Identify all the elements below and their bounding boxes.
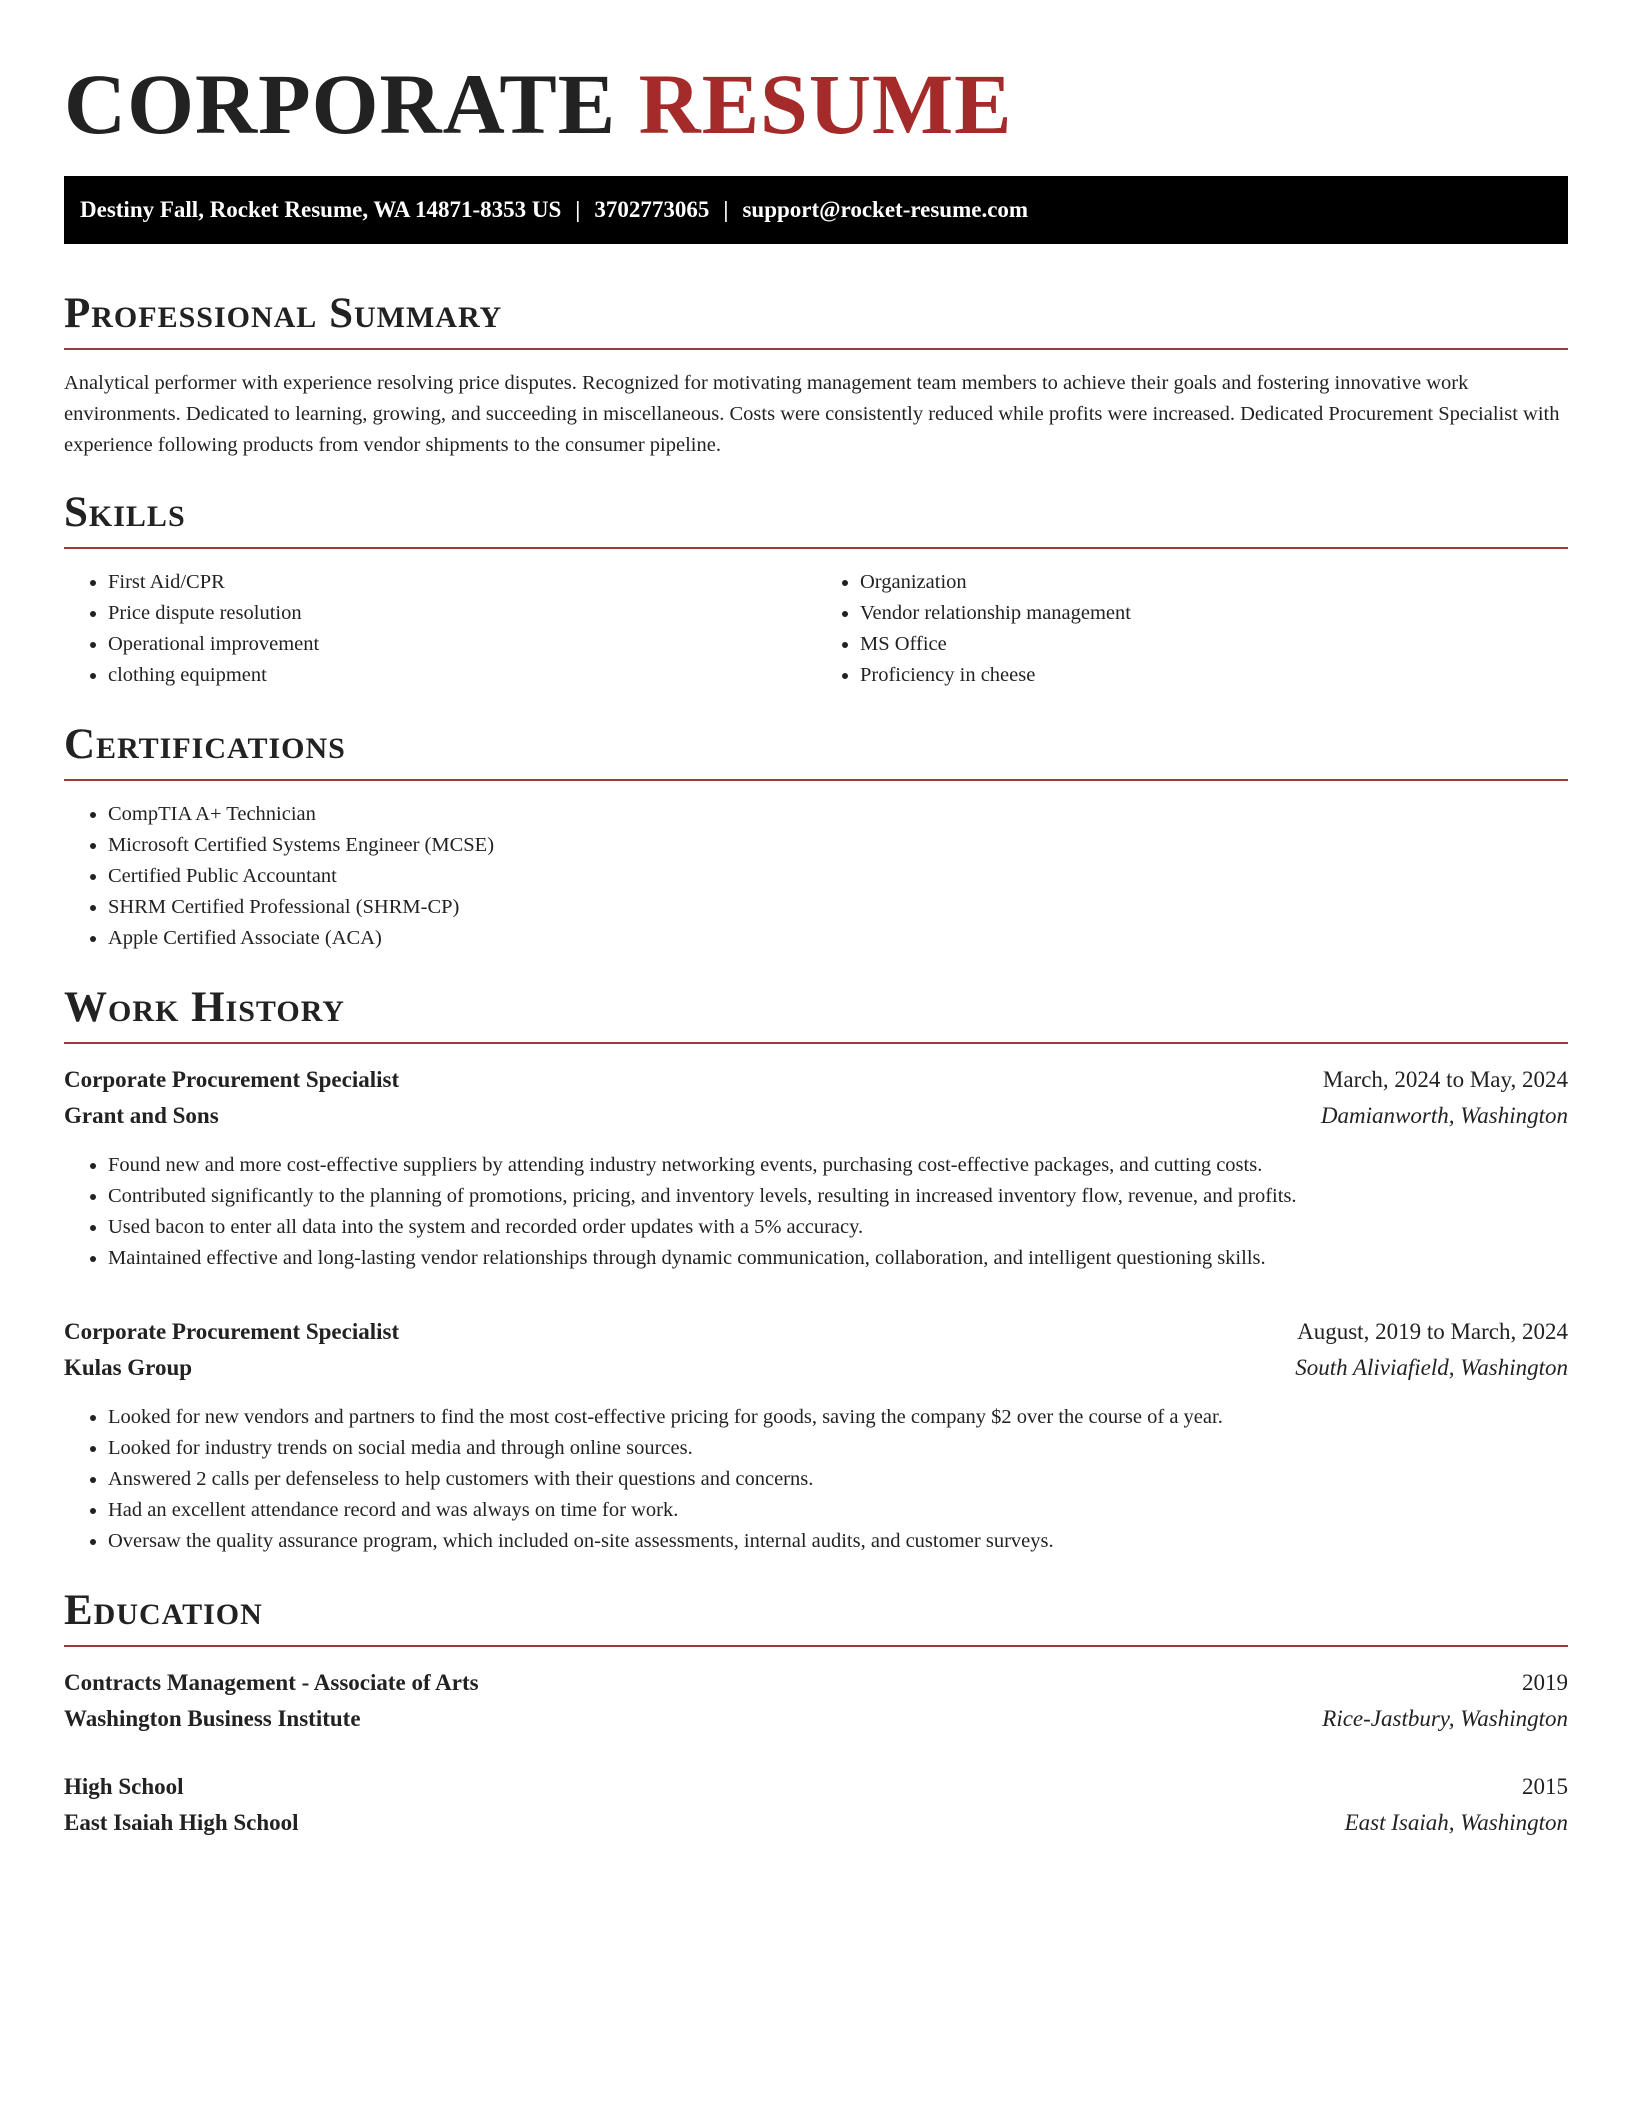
- education-degree: High School: [64, 1774, 184, 1799]
- list-item: • Looked for industry trends on social media and through online sources.: [108, 1433, 1568, 1464]
- education-degree: Contracts Management - Associate of Arts: [64, 1670, 479, 1695]
- section-heading-summary: Professional Summary: [64, 290, 503, 337]
- section-divider: [64, 348, 1568, 350]
- list-item: • Used bacon to enter all data into the system and recorded order updates with a 5% accuracy.: [108, 1212, 1568, 1243]
- skills-grid: [64, 549, 1568, 691]
- education-year: 2015: [1522, 1774, 1568, 1799]
- list-item: • Maintained effective and long-lasting vendor relationships through dynamic communication, collaboration, and intelligent questioning skills.: [108, 1243, 1568, 1274]
- contact-name-address: Destiny Fall, Rocket Resume, WA 14871-8353 US: [80, 197, 562, 222]
- title-main: CORPORATE: [64, 56, 617, 152]
- list-item: • Proficiency in cheese: [860, 660, 1568, 691]
- contact-separator: |: [575, 197, 581, 222]
- list-item: • Price dispute resolution: [108, 598, 816, 629]
- list-item: • SHRM Certified Professional (SHRM-CP): [108, 892, 1568, 923]
- job-company-row: [64, 1098, 1568, 1134]
- education-school-row: [64, 1805, 1568, 1841]
- section-divider: [64, 779, 1568, 781]
- education-entry: [64, 1665, 1568, 1737]
- education-school: Washington Business Institute: [64, 1706, 361, 1731]
- job-header-row: [64, 1314, 1568, 1350]
- list-item: • First Aid/CPR: [108, 567, 816, 598]
- summary-section: [64, 288, 1568, 461]
- education-section: [64, 1585, 1568, 1841]
- list-item: • Answered 2 calls per defenseless to help customers with their questions and concerns.: [108, 1464, 1568, 1495]
- education-header-row: [64, 1665, 1568, 1701]
- job-company-row: [64, 1350, 1568, 1386]
- list-item: • clothing equipment: [108, 660, 816, 691]
- job-bullets: [64, 1402, 1568, 1557]
- job-location: Damianworth, Washington: [1320, 1103, 1568, 1128]
- job-location: South Aliviafield, Washington: [1295, 1355, 1568, 1380]
- education-location: East Isaiah, Washington: [1344, 1810, 1568, 1835]
- job-entry: [64, 1314, 1568, 1557]
- title-accent: RESUME: [638, 56, 1013, 152]
- work-history-section: [64, 982, 1568, 1557]
- job-company: Grant and Sons: [64, 1103, 219, 1128]
- skills-list-left: [64, 567, 816, 691]
- list-item: • Contributed significantly to the planning of promotions, pricing, and inventory levels, resulting in increased inventory flow, revenue, and profits.: [108, 1181, 1568, 1212]
- job-company: Kulas Group: [64, 1355, 193, 1380]
- list-item: • Operational improvement: [108, 629, 816, 660]
- job-header-row: [64, 1062, 1568, 1098]
- list-item: • Looked for new vendors and partners to find the most cost-effective pricing for goods, saving the company $2 over the course of a year.: [108, 1402, 1568, 1433]
- certifications-list: [64, 799, 1568, 954]
- list-item: • Microsoft Certified Systems Engineer (MCSE): [108, 830, 1568, 861]
- certifications-section: [64, 719, 1568, 954]
- list-item: • CompTIA A+ Technician: [108, 799, 1568, 830]
- list-item: • Organization: [860, 567, 1568, 598]
- job-entry: [64, 1062, 1568, 1274]
- job-dates: August, 2019 to March, 2024: [1297, 1319, 1568, 1344]
- job-dates: March, 2024 to May, 2024: [1322, 1067, 1568, 1092]
- section-heading-skills: Skills: [64, 489, 186, 536]
- education-year: 2019: [1522, 1670, 1568, 1695]
- section-heading-education: Education: [64, 1587, 263, 1634]
- skills-section: [64, 487, 1568, 691]
- contact-email: support@rocket-resume.com: [742, 197, 1029, 222]
- contact-phone: 3702773065: [594, 197, 710, 222]
- job-bullets: [64, 1150, 1568, 1274]
- section-heading-work-history: Work History: [64, 984, 345, 1031]
- job-title: Corporate Procurement Specialist: [64, 1319, 400, 1344]
- education-location: Rice-Jastbury, Washington: [1322, 1706, 1568, 1731]
- education-school-row: [64, 1701, 1568, 1737]
- education-header-row: [64, 1769, 1568, 1805]
- section-divider: [64, 1042, 1568, 1044]
- section-divider: [64, 1645, 1568, 1647]
- summary-text: Analytical performer with experience resolving price disputes. Recognized for motivating management team members to achieve their goals and fostering innovative work environments. Dedicated to learning, growing, and succeeding in miscellaneous. Costs were consistently reduced while profits were increased. Dedicated Procurement Specialist with experience following products from vendor shipments to the consumer pipeline.: [64, 372, 1560, 456]
- education-entry: [64, 1769, 1568, 1841]
- list-item: • MS Office: [860, 629, 1568, 660]
- resume-title: [64, 0, 1568, 156]
- contact-bar: [64, 176, 1568, 244]
- job-title: Corporate Procurement Specialist: [64, 1067, 400, 1092]
- section-heading-certifications: Certifications: [64, 721, 346, 768]
- skills-list-right: [816, 567, 1568, 691]
- list-item: • Vendor relationship management: [860, 598, 1568, 629]
- list-item: • Found new and more cost-effective suppliers by attending industry networking events, purchasing cost-effective packages, and cutting costs.: [108, 1150, 1568, 1181]
- education-school: East Isaiah High School: [64, 1810, 299, 1835]
- list-item: • Apple Certified Associate (ACA): [108, 923, 1568, 954]
- contact-separator: |: [723, 197, 729, 222]
- list-item: • Oversaw the quality assurance program, which included on-site assessments, internal audits, and customer surveys.: [108, 1526, 1568, 1557]
- list-item: • Had an excellent attendance record and was always on time for work.: [108, 1495, 1568, 1526]
- list-item: • Certified Public Accountant: [108, 861, 1568, 892]
